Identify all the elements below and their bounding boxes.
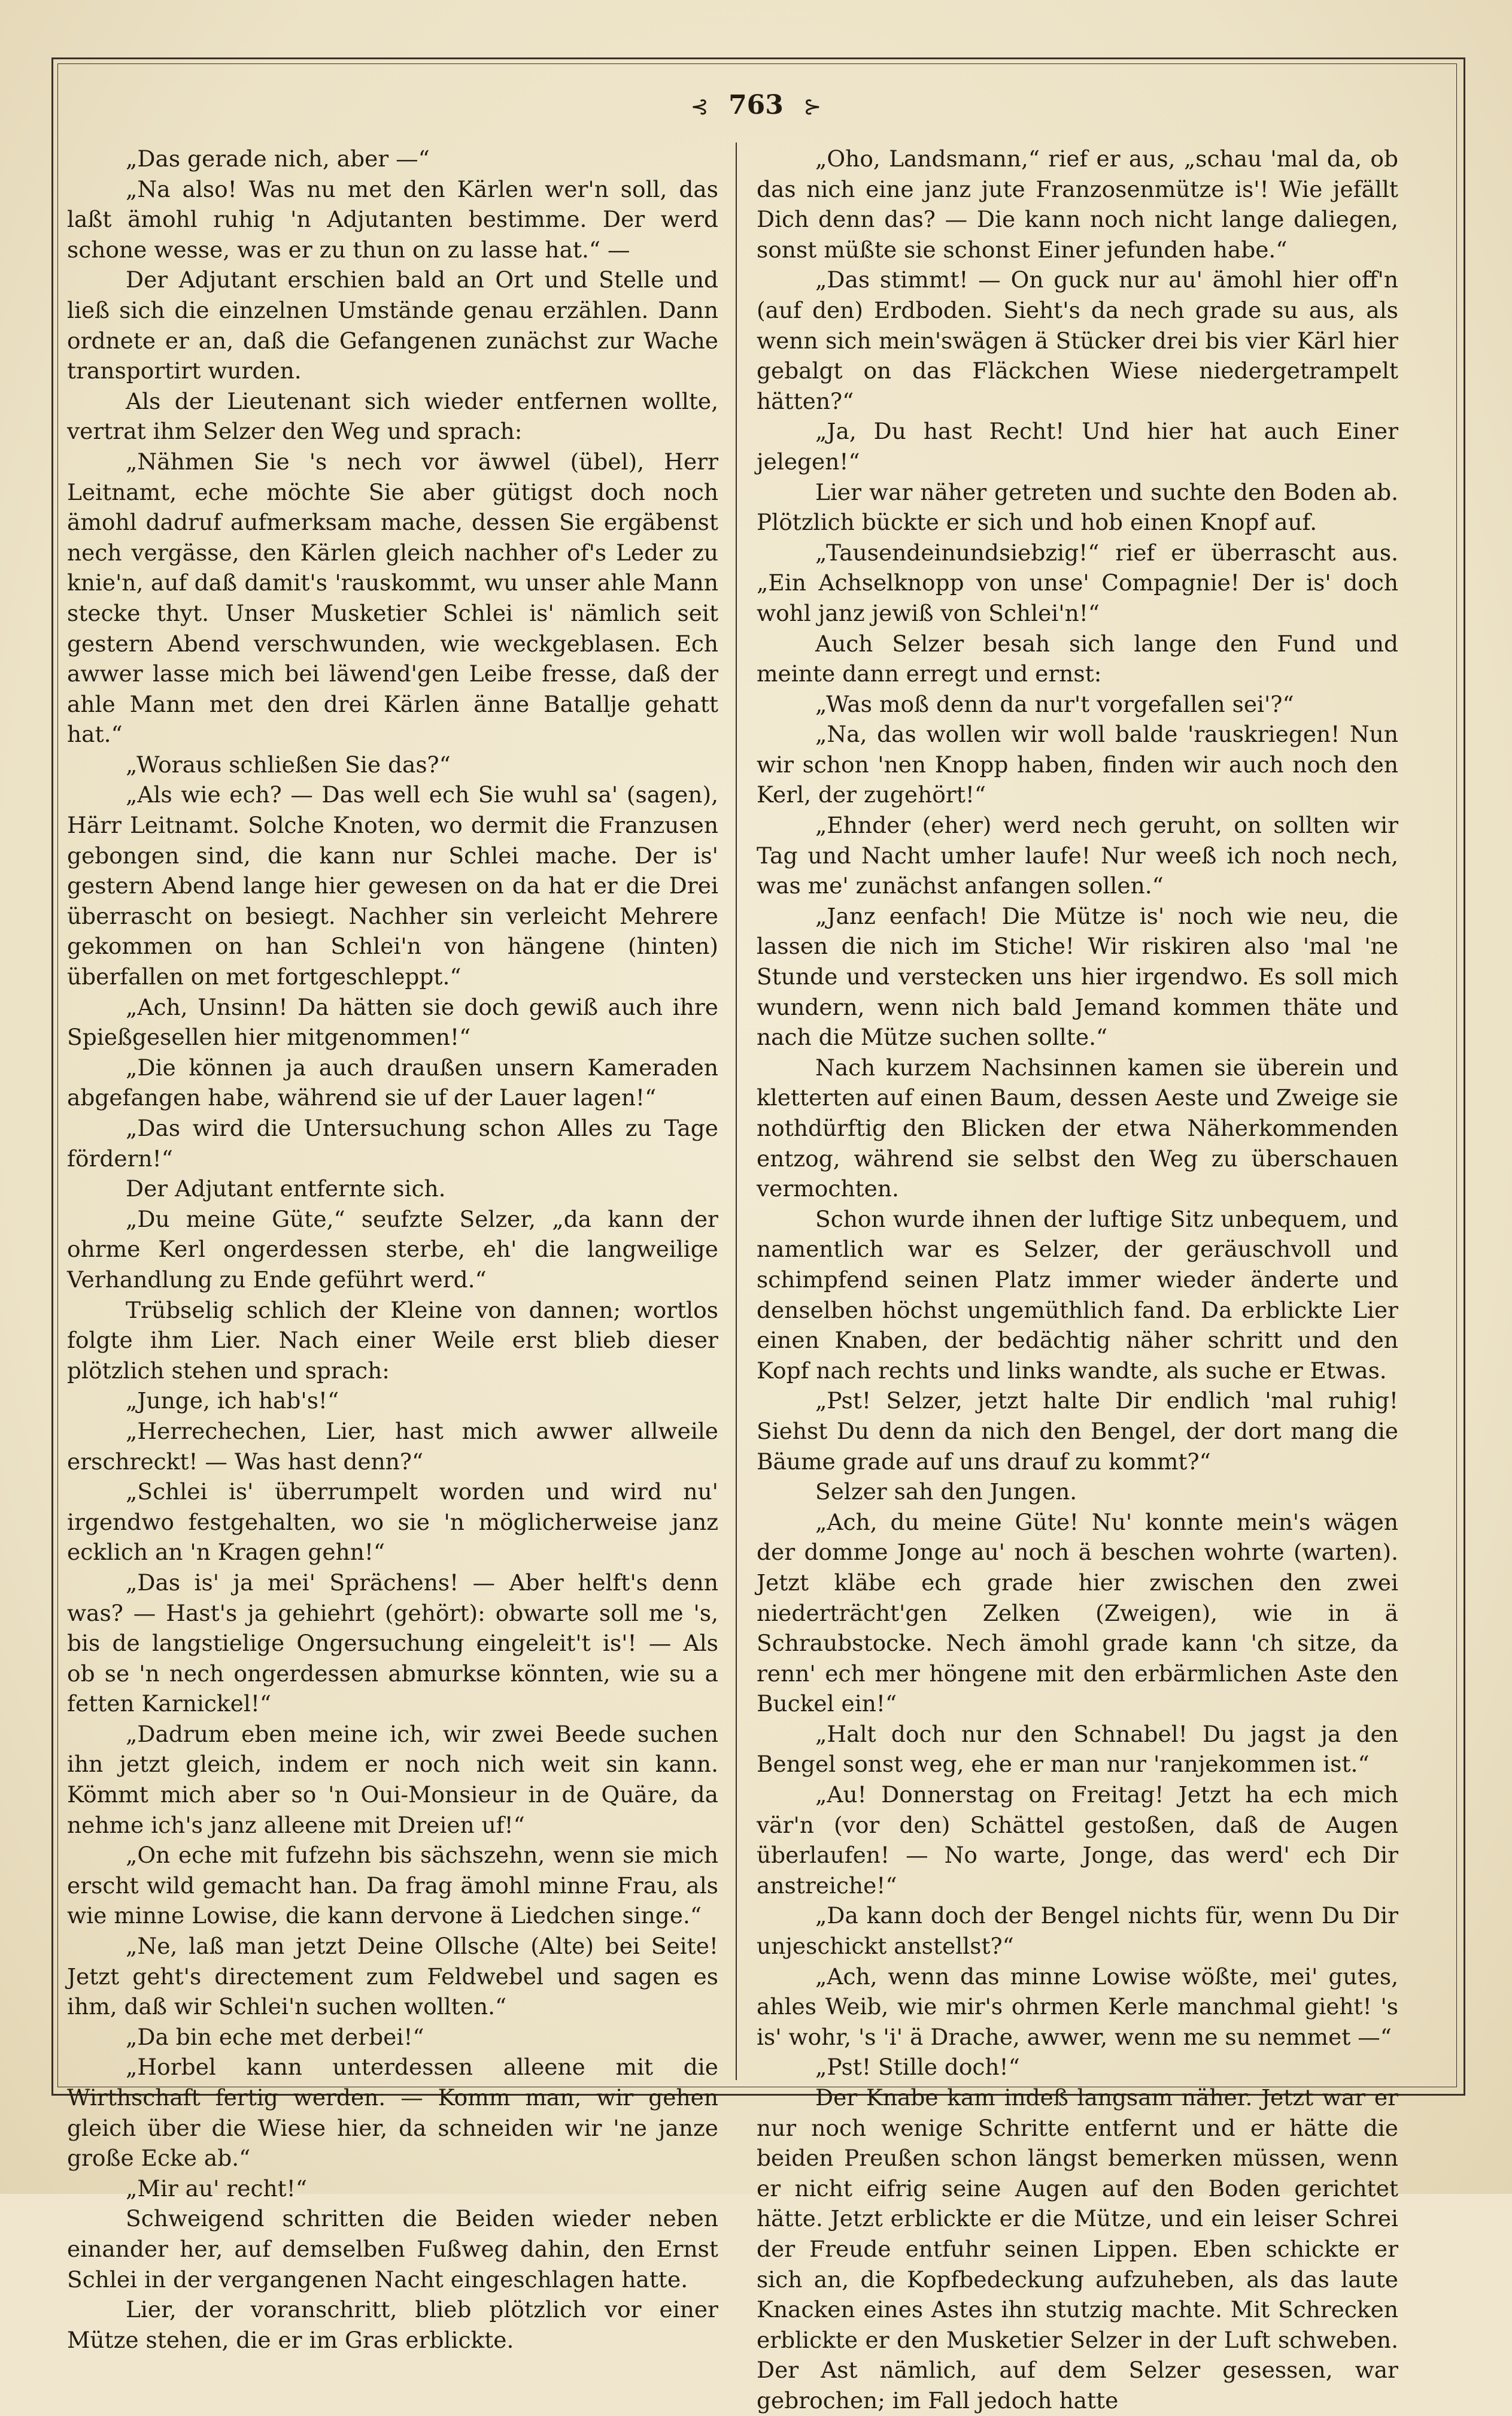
ornament-right-icon: ⊱	[803, 95, 822, 119]
paragraph: Auch Selzer besah sich lange den Fund und meinte dann erregt und ernst:	[757, 630, 1398, 687]
paragraph: „Mir au' recht!“	[126, 2175, 307, 2202]
paragraph: „Das is' ja mei' Sprächens! — Aber helft's denn was? — Hast's ja gehiehrt (gehört): obwarte soll me 's, bis de langstielige Ongersuchung eingeleit't is'! — Als ob se 'n nech ongerdessen abmurkse könnten, wie su a fetten Karnickel!“	[67, 1569, 718, 1717]
paragraph: „Ne, laß man jetzt Deine Ollsche (Alte) bei Seite! Jetzt geht's directement zum Feldwebel und sagen es ihm, daß wir Schlei'n suchen wollten.“	[67, 1933, 718, 2020]
paragraph: Schweigend schritten die Beiden wieder neben einander her, auf demselben Fußweg dahin, den Ernst Schlei in der vergangenen Nacht eingeschlagen hatte.	[67, 2205, 718, 2293]
paragraph: „Horbel kann unterdessen alleene mit die Wirthschaft fertig werden. — Komm man, wir gehen gleich über die Wiese hier, da schneiden wir 'ne janze große Ecke ab.“	[67, 2054, 718, 2172]
left-column	[67, 144, 718, 2353]
paragraph: „Das gerade nich, aber —“	[126, 145, 430, 172]
paragraph: „Ja, Du hast Recht! Und hier hat auch Einer jelegen!“	[757, 418, 1398, 475]
paragraph: „Du meine Güte,“ seufzte Selzer, „da kann der ohrme Kerl ongerdessen sterbe, eh' die langweilige Verhandlung zu Ende geführt werd.“	[67, 1205, 718, 1293]
paragraph: „Ach, du meine Güte! Nu' konnte mein's wägen der domme Jonge au' noch ä beschen wohrte (warten). Jetzt kläbe ech grade hier zwischen den zwei niederträcht'gen Zelken (Zweigen), wie in ä Schraubstocke. Nech ämohl grade kann 'ch sitze, da renn' ech mer höngene mit den erbärmlichen Aste den Buckel ein!“	[757, 1508, 1398, 1717]
paragraph: „Da bin eche met derbei!“	[126, 2023, 424, 2050]
paragraph: „Die können ja auch draußen unsern Kameraden abgefangen habe, während sie uf der Lauer lagen!“	[67, 1054, 718, 1111]
paragraph: „Janz eenfach! Die Mütze is' noch wie neu, die lassen die nich im Stiche! Wir riskiren also 'mal 'ne Stunde und verstecken uns hier irgendwo. Es soll mich wundern, wenn nich bald Jemand kommen thäte und nach die Mütze suchen sollte.“	[757, 902, 1398, 1051]
paragraph: „Halt doch nur den Schnabel! Du jagst ja den Bengel sonst weg, ehe er man nur 'ranjekommen ist.“	[757, 1720, 1398, 1778]
paragraph: „Herrechechen, Lier, hast mich awwer allweile erschreckt! — Was hast denn?“	[67, 1417, 718, 1475]
paragraph: „Ach, wenn das minne Lowise wößte, mei' gutes, ahles Weib, wie mir's ohrmen Kerle manchmal gieht! 's is' wohr, 's 'i' ä Drache, awwer, wenn me su nemmet —“	[757, 1963, 1398, 2050]
paragraph: „Da kann doch der Bengel nichts für, wenn Du Dir unjeschickt anstellst?“	[757, 1902, 1398, 1960]
ornament-left-icon: ⊰	[690, 95, 709, 119]
paragraph: Lier, der voranschritt, blieb plötzlich vor einer Mütze stehen, die er im Gras erblickte.	[67, 2296, 718, 2353]
paragraph: Als der Lieutenant sich wieder entfernen wollte, vertrat ihm Selzer den Weg und sprach:	[67, 387, 718, 445]
paragraph: Der Adjutant entfernte sich.	[126, 1175, 446, 1202]
paragraph: „Das stimmt! — On guck nur au' ämohl hier off'n (auf den) Erdboden. Sieht's da nech grade su aus, als wenn sich mein'swägen ä Stücker drei bis vier Kärl hier gebalgt on das Fläckchen Wiese niedergetrampelt hätten?“	[757, 266, 1398, 414]
paragraph: „Was moß denn da nur't vorgefallen sei'?“	[815, 690, 1294, 717]
right-column	[757, 144, 1398, 2414]
paragraph: „Nähmen Sie 's nech vor äwwel (übel), Herr Leitnamt, eche möchte Sie aber gütigst doch noch ämohl dadruf aufmerksam mache, dessen Sie ergäbenst nech vergässe, den Kärlen gleich nachher of's Leder zu knie'n, auf daß damit's 'rauskommt, wu unser ahle Mann stecke thyt. Unser Musketier Schlei is' nämlich seit gestern Abend verschwunden, wie weckgeblasen. Ech awwer lasse mich bei läwend'gen Leibe fresse, daß der ahle Mann met den drei Kärlen änne Batallje gehatt hat.“	[67, 448, 718, 748]
paragraph: „Woraus schließen Sie das?“	[126, 751, 451, 778]
paragraph: Der Adjutant erschien bald an Ort und Stelle und ließ sich die einzelnen Umstände genau erzählen. Dann ordnete er an, daß die Gefangenen zunächst zur Wache transportirt wurden.	[67, 266, 718, 384]
paragraph: „Schlei is' überrumpelt worden und wird nu' irgendwo festgehalten, wo sie 'n möglicherweise janz ecklich an 'n Kragen gehn!“	[67, 1478, 718, 1566]
paragraph: „Na, das wollen wir woll balde 'rauskriegen! Nun wir schon 'nen Knopp haben, finden wir auch noch den Kerl, der zugehört!“	[757, 721, 1398, 808]
paragraph: Lier war näher getreten und suchte den Boden ab. Plötzlich bückte er sich und hob einen Knopf auf.	[757, 478, 1398, 536]
column-divider	[736, 143, 737, 2080]
paragraph: „Ehnder (eher) werd nech geruht, on sollten wir Tag und Nacht umher laufe! Nur weeß ich noch nech, was me' zunächst anfangen sollen.“	[757, 812, 1398, 899]
paragraph: „Dadrum eben meine ich, wir zwei Beede suchen ihn jetzt gleich, indem er noch nich weit sin kann. Kömmt mich aber so 'n Oui-Monsieur in de Quäre, da nehme ich's janz alleene mit Dreien uf!“	[67, 1720, 718, 1838]
paragraph: Nach kurzem Nachsinnen kamen sie überein und kletterten auf einen Baum, dessen Aeste und Zweige sie nothdürftig den Blicken der etwa Näherkommenden entzog, während sie selbst den Weg zu überschauen vermochten.	[757, 1054, 1398, 1202]
paragraph: „Na also! Was nu met den Kärlen wer'n soll, das laßt ämohl ruhig 'n Adjutanten bestimme. Der werd schone wesse, was er zu thun on zu lasse hat.“ —	[67, 175, 718, 263]
paragraph: „Oho, Landsmann,“ rief er aus, „schau 'mal da, ob das nich eine janz jute Franzosenmütze is'! Wie jefällt Dich denn das? — Die kann noch nicht lange daliegen, sonst müßte sie schonst Einer jefunden habe.“	[757, 145, 1398, 263]
paragraph: „Als wie ech? — Das well ech Sie wuhl sa' (sagen), Härr Leitnamt. Solche Knoten, wo dermit die Franzusen gebongen sind, die kann nur Schlei mache. Der is' gestern Abend lange hier gewesen on da hat er die Drei überrascht on besiegt. Nachher sin verleicht Mehrere gekommen on han Schlei'n von hängene (hinten) überfallen on met fortgeschleppt.“	[67, 781, 718, 990]
paragraph: „Pst! Stille doch!“	[815, 2054, 1020, 2081]
paragraph: Schon wurde ihnen der luftige Sitz unbequem, und namentlich war es Selzer, der geräuschvoll und schimpfend seinen Platz immer wieder änderte und denselben höchst ungemüthlich fand. Da erblickte Lier einen Knaben, der bedächtig näher schritt und den Kopf nach rechts und links wandte, als suche er Etwas.	[757, 1205, 1398, 1384]
paragraph: „Tausendeinundsiebzig!“ rief er überrascht aus. „Ein Achselknopp von unse' Compagnie! Der is' doch wohl janz jewiß von Schlei'n!“	[757, 539, 1398, 626]
paragraph: „Ach, Unsinn! Da hätten sie doch gewiß auch ihre Spießgesellen hier mitgenommen!“	[67, 993, 718, 1051]
paragraph: „Junge, ich hab's!“	[126, 1387, 339, 1414]
page-header	[0, 90, 1512, 126]
paragraph: Trübselig schlich der Kleine von dannen; wortlos folgte ihm Lier. Nach einer Weile erst blieb dieser plötzlich stehen und sprach:	[67, 1296, 718, 1384]
paragraph: „Au! Donnerstag on Freitag! Jetzt ha ech mich vär'n (vor den) Schättel gestoßen, daß de Augen überlaufen! — No warte, Jonge, das werd' ech Dir anstreiche!“	[757, 1781, 1398, 1899]
paragraph: Der Knabe kam indeß langsam näher. Jetzt war er nur noch wenige Schritte entfernt und er hätte die beiden Preußen schon längst bemerken müssen, wenn er nicht eifrig seine Augen auf den Boden gerichtet hätte. Jetzt erblickte er die Mütze, und ein leiser Schrei der Freude entfuhr seinen Lippen. Eben schickte er sich an, die Kopfbedeckung aufzuheben, als das laute Knacken eines Astes ihn stutzig machte. Mit Schrecken erblickte er den Musketier Selzer in der Luft schweben. Der Ast nämlich, auf dem Selzer gesessen, war gebrochen; im Fall jedoch hatte	[757, 2084, 1398, 2414]
page-number: 763	[728, 90, 784, 120]
paragraph: „On eche mit fufzehn bis sächszehn, wenn sie mich erscht wild gemacht han. Da frag ämohl minne Frau, als wie minne Lowise, die kann dervone ä Liedchen singe.“	[67, 1842, 718, 1929]
paragraph: „Das wird die Untersuchung schon Alles zu Tage fördern!“	[67, 1115, 718, 1172]
paragraph: Selzer sah den Jungen.	[815, 1478, 1077, 1505]
paragraph: „Pst! Selzer, jetzt halte Dir endlich 'mal ruhig! Siehst Du denn da nich den Bengel, der dort mang die Bäume grade auf uns drauf zu kommt?“	[757, 1387, 1398, 1475]
